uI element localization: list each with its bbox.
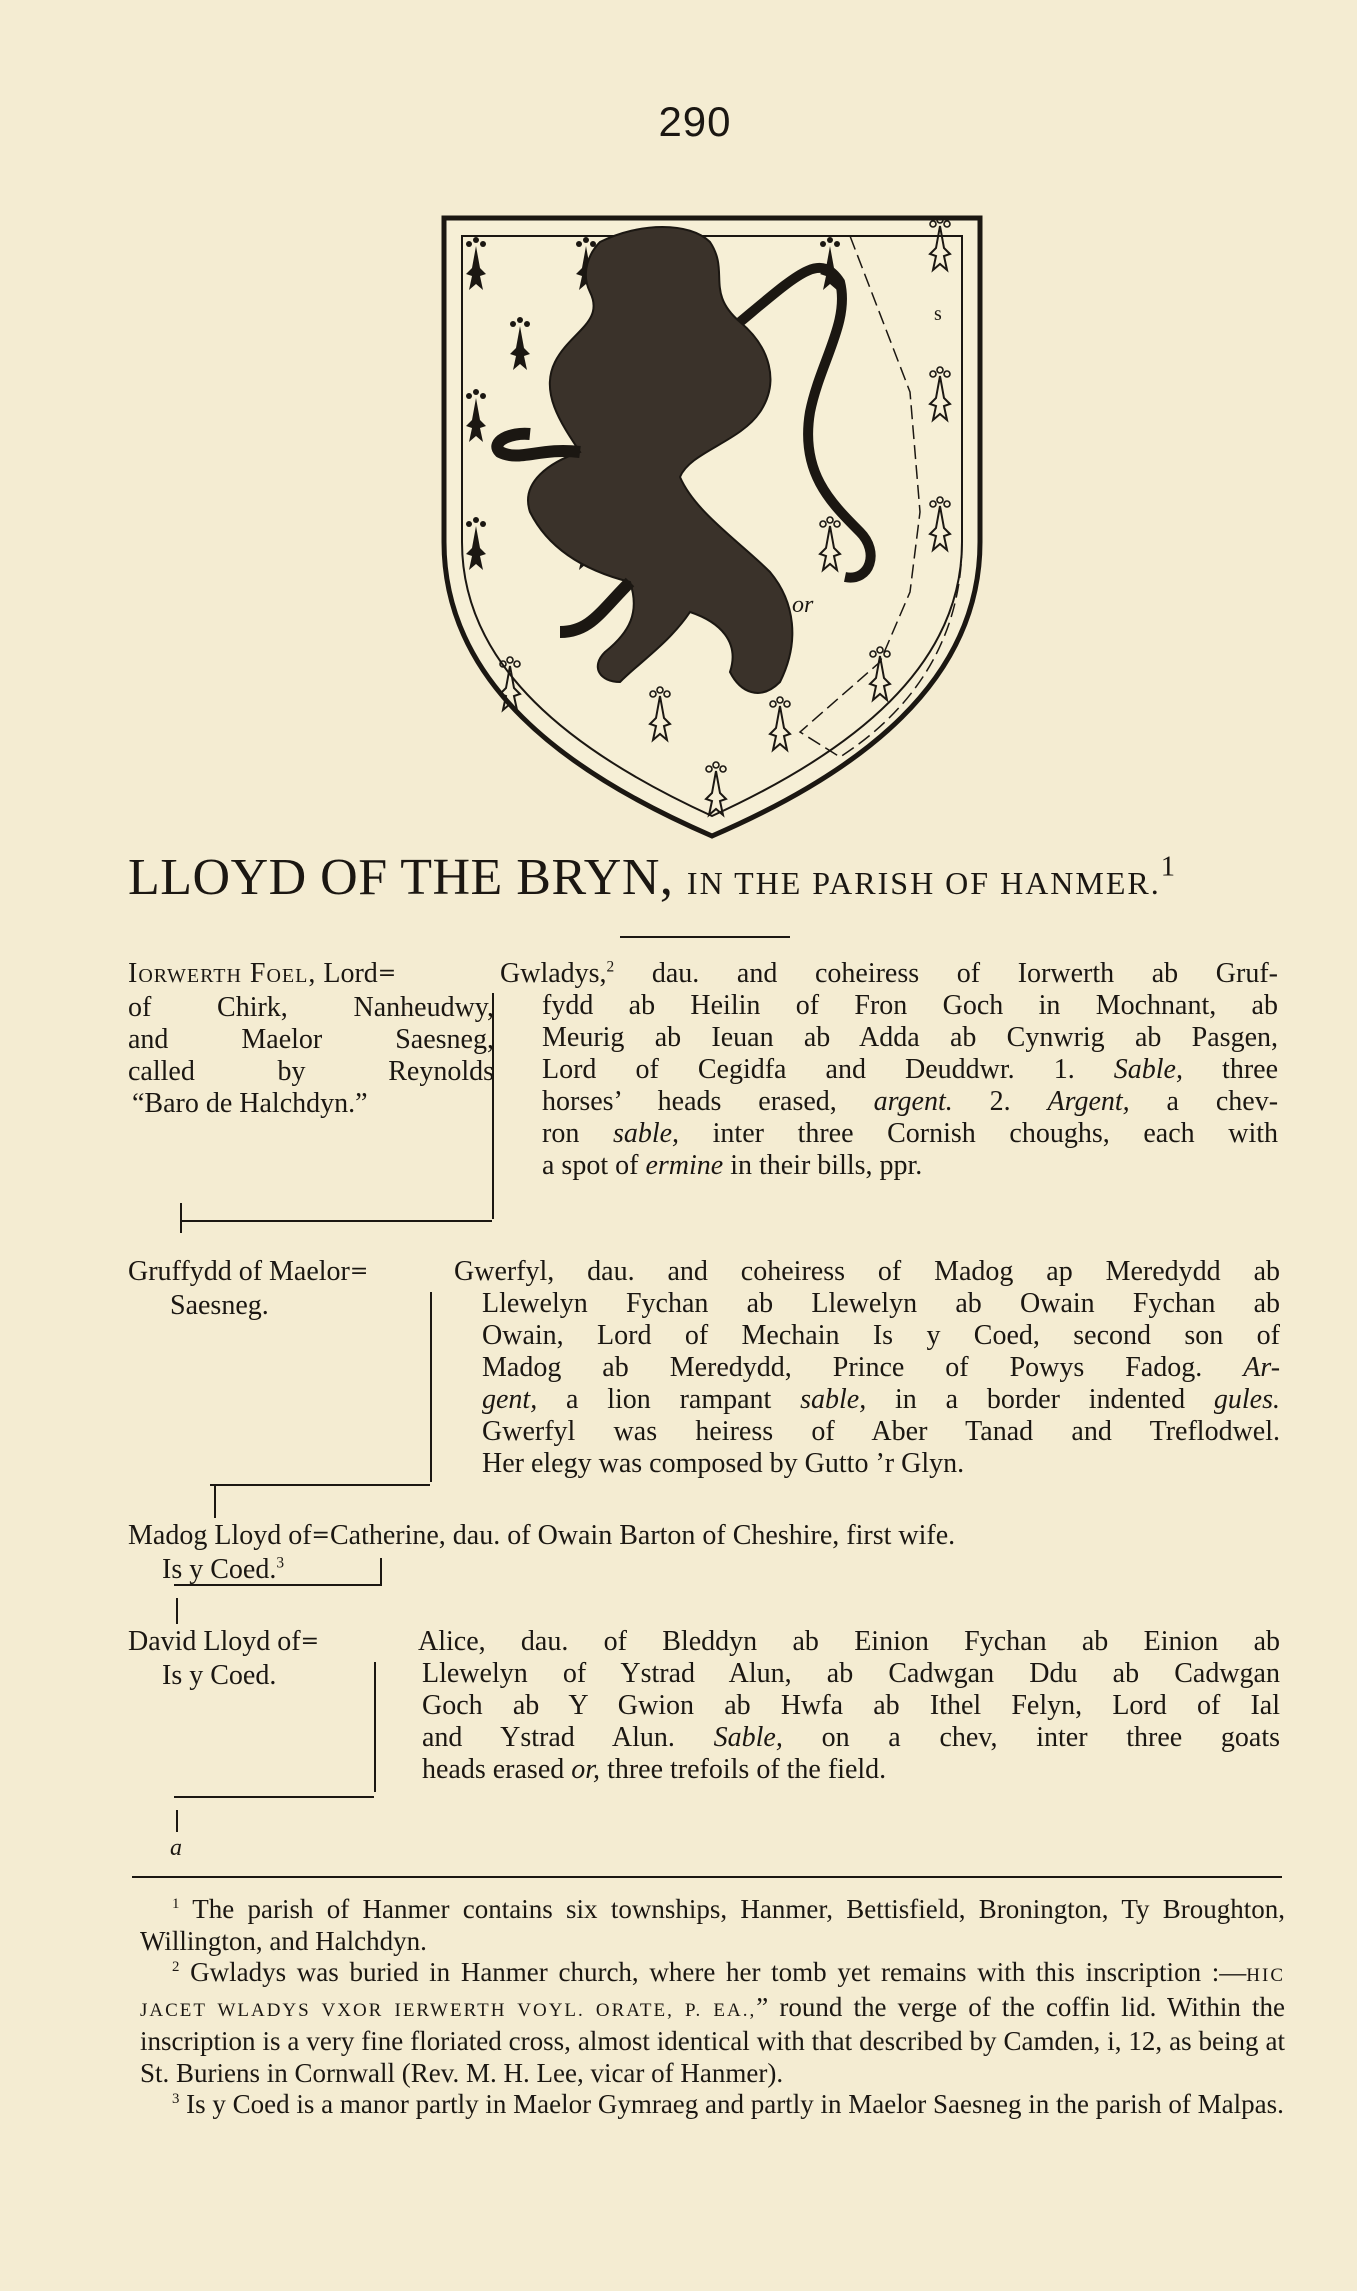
gen3-descent-line bbox=[176, 1598, 178, 1624]
title-main: LLOYD OF THE BRYN, bbox=[128, 849, 674, 906]
gen1-bracket bbox=[492, 993, 494, 1219]
gen3-couple: Madog Lloyd of=Catherine, dau. of Owain Barton of Cheshire, first wife. Is y Coed.$^3$ bbox=[128, 1520, 956, 1585]
gen2-bracket bbox=[430, 1292, 432, 1482]
footnote-2: $^2$ Gwladys was buried in Hanmer church, where her tomb yet remains with this inscription :—HIC JACET WLADYS VXOR IERWERTH VOYL. ORATE, P. EA.,” round the verge of the coffin lid. Within the inscription is a very fine floriated cross, almost identical with that described by Camden, i, 12, as being at St. Buriens in Cornwall (Rev. M. H. Lee, vicar of Hanmer). bbox=[140, 1957, 1286, 2088]
gen1-husband: Iorwerth Foel, Lord= of Chirk, Nanheudwy, and Maelor Saesneg, called by Reynolds “Baro de Halchdyn.” bbox=[128, 958, 494, 1119]
gen1-husband-name: Iorwerth Foel, bbox=[128, 958, 317, 989]
gen2-wife: Gwerfyl, dau. and coheiress of Madog ap Meredydd ab Llewelyn Fychan ab Llewelyn ab Owain Fychan ab Owain, Lord of Mechain Is y Coed, second son of Madog ab Meredydd, Prince of Powys Fadog. Ar- gent, a lion rampant sable, in a border indented gules. Gwerfyl was heiress of Aber Tanad and Treflodwel. Her elegy was composed by Gutto ’r Glyn. bbox=[454, 1256, 1281, 1479]
gen4-descent-line bbox=[176, 1810, 178, 1832]
shield-ermine-letter: s bbox=[934, 303, 942, 325]
gen2-descent-line bbox=[214, 1484, 216, 1518]
coat-of-arms-illustration bbox=[440, 212, 986, 842]
gen3-descent-rule bbox=[174, 1584, 380, 1586]
page-number: 290 bbox=[658, 98, 732, 145]
continuation-marker: a bbox=[170, 1835, 182, 1861]
gen4-husband: David Lloyd of= Is y Coed. bbox=[128, 1626, 320, 1691]
gen1-wife: Gwladys,$^2$ dau. and coheiress of Iorwerth ab Gruf- fydd ab Heilin of Fron Goch in Mochnant, ab Meurig ab Ieuan ab Adda ab Cynwrig ab Pasgen, Lord of Cegidfa and Deuddwr. 1. Sable, three horses’ heads erased, argent. 2. Argent, a chev- ron sable, inter three Cornish choughs, each with a spot of ermine in their bills, ppr. bbox=[500, 958, 1279, 1181]
gen2-husband: Gruffydd of Maelor= Saesneg. bbox=[128, 1256, 369, 1321]
gen1-descent-rule bbox=[180, 1220, 492, 1222]
gen4-wife: Alice, dau. of Bleddyn ab Einion Fychan ab Einion ab Llewelyn of Ystrad Alun, ab Cadwgan Ddu ab Cadwgan Goch ab Y Gwion ab Hwfa ab Ithel Felyn, Lord of Ial and Ystrad Alun. Sable, on a chev, inter three goats heads erased or, three trefoils of the field. bbox=[418, 1626, 1281, 1785]
title-sub: IN THE PARISH OF HANMER. bbox=[686, 865, 1161, 901]
marriage-symbol-1: = bbox=[377, 961, 397, 986]
gen2-descent-rule bbox=[210, 1484, 430, 1486]
title-rule bbox=[620, 936, 790, 938]
title-footnote-ref: 1 bbox=[1160, 851, 1176, 883]
footnote-1: $^1$ The parish of Hanmer contains six townships, Hanmer, Bettisfield, Bronington, Ty Broughton, Willington, and Halchdyn. bbox=[140, 1894, 1285, 1956]
footnotes bbox=[140, 1894, 1285, 2121]
gen4-bracket bbox=[374, 1662, 376, 1792]
gen3-bracket bbox=[380, 1558, 382, 1586]
shield-charge-label: or bbox=[792, 592, 814, 618]
page-title bbox=[128, 848, 1308, 907]
gen4-descent-rule bbox=[174, 1796, 374, 1798]
footnote-rule bbox=[132, 1876, 1282, 1878]
footnote-3: $^3$ Is y Coed is a manor partly in Maelor Gymraeg and partly in Maelor Saesneg in the parish of Malpas. bbox=[172, 2089, 1284, 2119]
gen1-descent-line bbox=[180, 1203, 182, 1233]
